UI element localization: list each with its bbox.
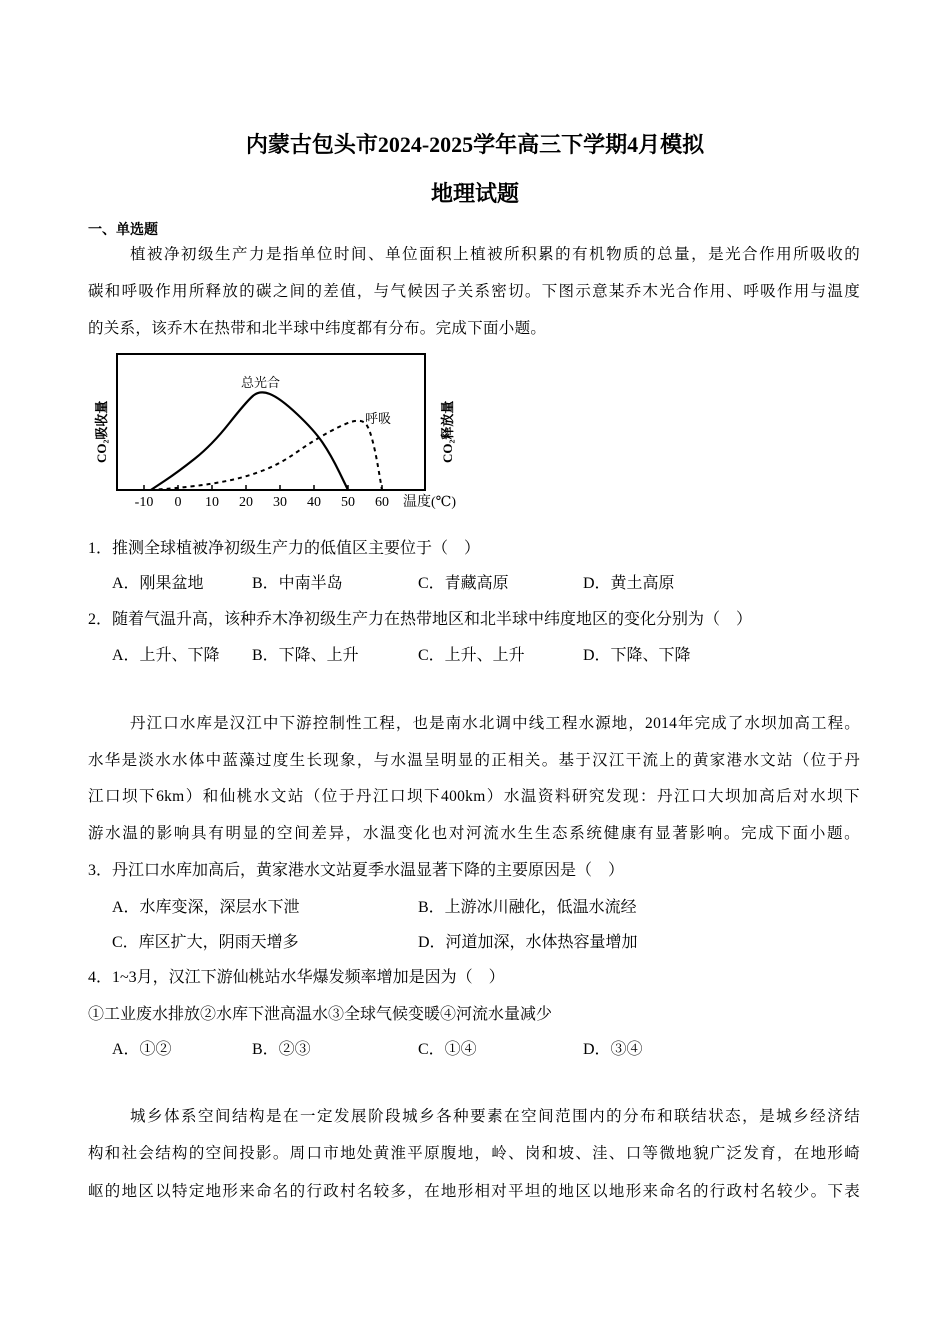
x-tick-label: 60 bbox=[375, 495, 389, 510]
document-subtitle: 地理试题 bbox=[430, 181, 519, 206]
section-heading: 一、单选题 bbox=[88, 223, 158, 238]
x-tick-label: 30 bbox=[273, 495, 287, 510]
passage1-line: 的关系，该乔木在热带和北半球中纬度都有分布。完成下面小题。 bbox=[88, 320, 547, 337]
question-1-option: B．中南半岛 bbox=[252, 575, 343, 592]
passage2-line: 游水温的影响具有明显的空间差异，水温变化也对河流水生生态系统健康有显著影响。完成下面小题。 bbox=[88, 825, 860, 842]
passage1-line: 植被净初级生产力是指单位时间、单位面积上植被所积累的有机物质的总量，是光合作用所吸收的 bbox=[130, 246, 860, 263]
question-2-option: D．下降、下降 bbox=[583, 647, 691, 664]
question-3-option: B．上游冰川融化，低温水流经 bbox=[418, 899, 637, 916]
passage3-line: 构和社会结构的空间投影。周口市地处黄淮平原腹地，岭、岗和坡、洼、口等微地貌广泛发育，在地形崎 bbox=[88, 1145, 860, 1162]
question-4-stem: 4．1~3月，汉江下游仙桃站水华爆发频率增加是因为（ ） bbox=[88, 969, 505, 986]
passage2-line: 水华是淡水水体中蓝藻过度生长现象，与水温呈明显的正相关。基于汉江干流上的黄家港水文站（位于丹 bbox=[88, 752, 860, 769]
series-label-respiration: 呼吸 bbox=[365, 411, 392, 426]
question-2-stem: 2．随着气温升高，该种乔木净初级生产力在热带地区和北半球中纬度地区的变化分别为（ ） bbox=[88, 611, 753, 628]
passage2-line: 丹江口水库是汉江中下游控制性工程，也是南水北调中线工程水源地，2014年完成了水坝加高工程。 bbox=[130, 715, 860, 732]
passage3-line: 岖的地区以特定地形来命名的行政村名较多，在地形相对平坦的地区以地形来命名的行政村名较少。下表 bbox=[88, 1183, 860, 1200]
y-axis-left-label: CO₂吸收量 bbox=[94, 400, 109, 463]
x-tick-label: 40 bbox=[307, 495, 321, 510]
passage2-line: 江口坝下6km）和仙桃水文站（位于丹江口坝下400km）水温资料研究发现：丹江口大坝加高后对水坝下 bbox=[88, 788, 860, 805]
question-3-option: A．水库变深，深层水下泄 bbox=[112, 899, 300, 916]
question-4-option: C．①④ bbox=[418, 1041, 477, 1058]
question-2-option: A．上升、下降 bbox=[112, 647, 220, 664]
x-tick-label: 20 bbox=[239, 495, 253, 510]
question-3-option: C．库区扩大，阴雨天增多 bbox=[112, 934, 299, 951]
question-2-option: B．下降、上升 bbox=[252, 647, 359, 664]
question-4-option: A．①② bbox=[112, 1041, 172, 1058]
x-tick-label: -10 bbox=[134, 495, 154, 510]
document-title: 内蒙古包头市2024-2025学年高三下学期4月模拟 bbox=[245, 132, 705, 157]
temperature-chart bbox=[80, 345, 480, 515]
respiration-curve bbox=[151, 421, 382, 490]
question-3-option: D．河道加深，水体热容量增加 bbox=[418, 934, 638, 951]
x-axis-label: 温度(℃) bbox=[403, 495, 456, 510]
question-4-option: D．③④ bbox=[583, 1041, 643, 1058]
question-4-statements: ①工业废水排放②水库下泄高温水③全球气候变暖④河流水量减少 bbox=[88, 1006, 553, 1023]
question-4-option: B．②③ bbox=[252, 1041, 311, 1058]
series-label-photosynthesis: 总光合 bbox=[241, 375, 281, 390]
question-1-option: D．黄土高原 bbox=[583, 575, 675, 592]
question-1-option: A．刚果盆地 bbox=[112, 575, 204, 592]
passage3-line: 城乡体系空间结构是在一定发展阶段城乡各种要素在空间范围内的分布和联结状态，是城乡经济结 bbox=[130, 1108, 860, 1125]
passage1-line: 碳和呼吸作用所释放的碳之间的差值，与气候因子关系密切。下图示意某乔木光合作用、呼吸作用与温度 bbox=[88, 283, 860, 300]
x-tick-label: 0 bbox=[174, 495, 182, 510]
question-1-stem: 1．推测全球植被净初级生产力的低值区主要位于（ ） bbox=[88, 540, 481, 557]
question-1-option: C．青藏高原 bbox=[418, 575, 509, 592]
question-3-stem: 3．丹江口水库加高后，黄家港水文站夏季水温显著下降的主要原因是（ ） bbox=[88, 862, 625, 879]
x-tick-label: 10 bbox=[205, 495, 219, 510]
x-tick-label: 50 bbox=[341, 495, 355, 510]
question-2-option: C．上升、上升 bbox=[418, 647, 525, 664]
y-axis-right-label: CO₂释放量 bbox=[440, 400, 455, 463]
